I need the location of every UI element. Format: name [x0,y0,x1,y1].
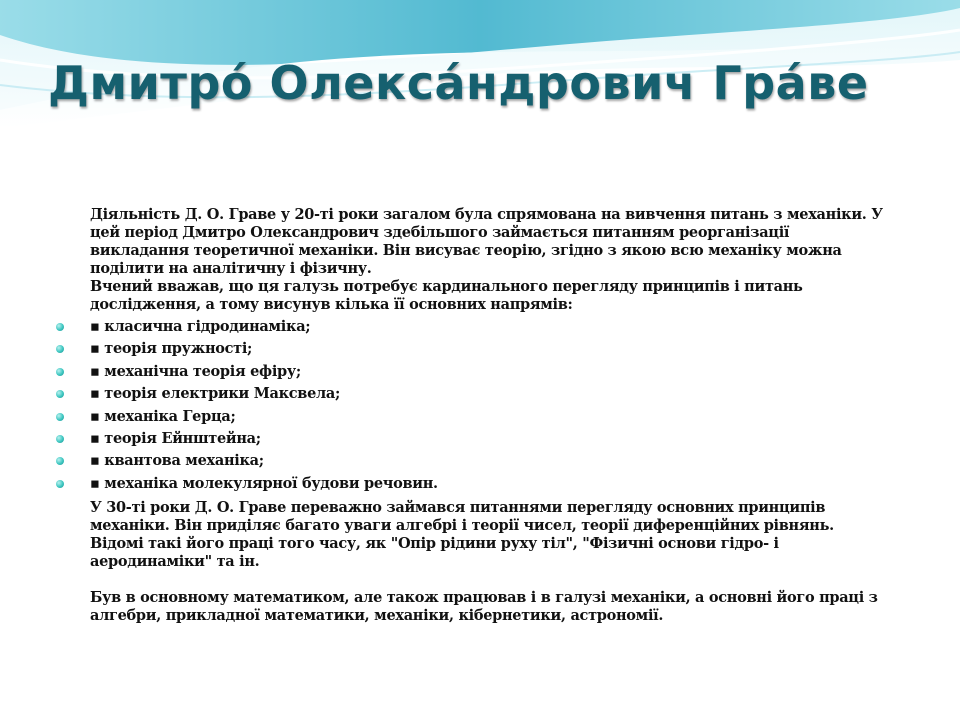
list-item-text: ▪ класична гідродинаміка; [90,318,311,335]
list-item-text: ▪ механічна теорія ефіру; [90,362,301,380]
list-item-text: ▪ теорія Ейнштейна; [90,429,261,447]
list-item [54,338,884,360]
paragraph-summary: Був в основному математиком, але також працював і в галузі механіки, а основні його праці з алгебри, прикладної математики, механіки, кібернетики, астрономії. [90,589,878,625]
slide-title: Дмитро́ Олекса́ндрович Гра́ве [48,56,869,110]
paragraph-activity-20s: Діяльність Д. О. Граве у 20-ті роки загалом була спрямована на вивчення питань з механіки. У цей період Дмитро Олександрович здебільшого займається питанням реорганізації викладання теоретичної механіки. Він висуває теорію, згідно з якою всю механіку можна поділити на аналітичну і фізичну. [90,206,883,277]
spacer [54,571,884,589]
bullet-icon [56,323,64,331]
directions-list [54,316,884,495]
bullet-icon [56,457,64,465]
list-item-text: ▪ теорія електрики Максвела; [90,385,341,403]
paragraph-directions-intro: Вчений вважав, що ця галузь потребує кардинального перегляду принципів і питань дослідження, а тому висунув кілька її основних напрямів: [90,278,803,313]
bullet-icon [56,435,64,443]
list-item [54,316,884,338]
list-item-text: ▪ механіка Герца; [90,407,236,425]
list-item [54,406,884,428]
bullet-icon [56,390,64,398]
list-item [54,361,884,383]
bullet-icon [56,345,64,353]
bullet-icon [56,368,64,376]
paragraph-activity-30s: У 30-ті роки Д. О. Граве переважно займався питаннями перегляду основних принципів механіки. Він приділяє багато уваги алгебрі і теорії чисел, теорії диференційних рівнянь. Відомі такі його праці того часу, як "Опір рідини руху тіл", "Фізичні основи гідро- і аеродинаміки" та ін. [90,499,834,571]
list-item-text: ▪ квантова механіка; [90,452,264,470]
list-item-text: ▪ механіка молекулярної будови речовин. [90,474,438,492]
list-item [54,383,884,405]
list-item-text: ▪ теорія пружності; [90,340,253,358]
list-item [54,428,884,450]
list-item [54,473,884,495]
bullet-icon [56,413,64,421]
bullet-icon [56,480,64,488]
slide-content [54,206,884,625]
list-item [54,450,884,472]
